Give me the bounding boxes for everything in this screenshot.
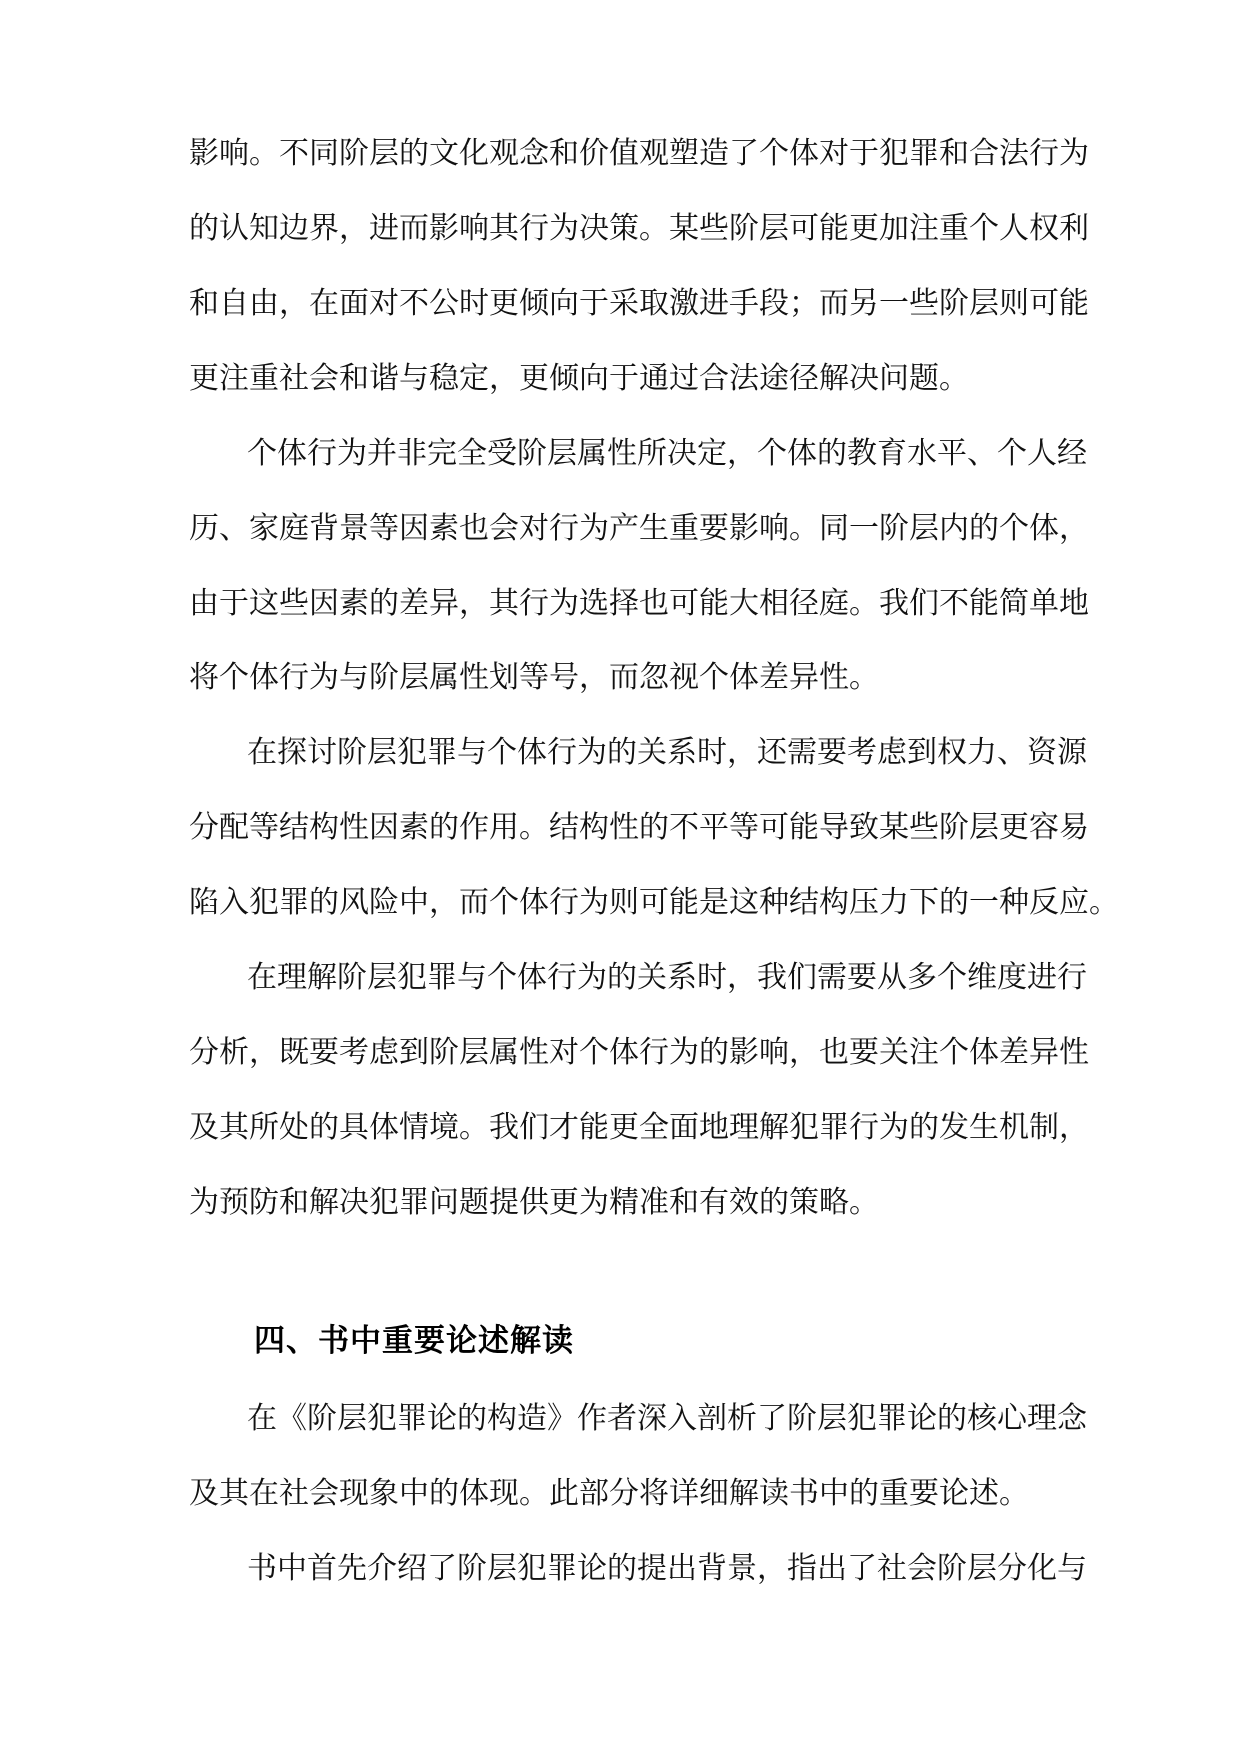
paragraph-1-line-2: 的认知边界，进而影响其行为决策。某些阶层可能更加注重个人权利	[189, 211, 1089, 246]
paragraph-3-line-1: 在探讨阶层犯罪与个体行为的关系时，还需要考虑到权力、资源	[247, 735, 1087, 770]
paragraph-5-line-2: 及其在社会现象中的体现。此部分将详细解读书中的重要论述。	[189, 1476, 1029, 1511]
paragraph-3-line-3: 陷入犯罪的风险中，而个体行为则可能是这种结构压力下的一种反应。	[189, 885, 1119, 920]
paragraph-2-line-1: 个体行为并非完全受阶层属性所决定，个体的教育水平、个人经	[247, 436, 1087, 471]
paragraph-5-line-1: 在《阶层犯罪论的构造》作者深入剖析了阶层犯罪论的核心理念	[247, 1401, 1087, 1436]
paragraph-1-line-4: 更注重社会和谐与稳定，更倾向于通过合法途径解决问题。	[189, 361, 969, 396]
paragraph-2-line-2: 历、家庭背景等因素也会对行为产生重要影响。同一阶层内的个体，	[189, 511, 1089, 546]
section-heading: 四、书中重要论述解读	[254, 1323, 574, 1359]
paragraph-4-line-3: 及其所处的具体情境。我们才能更全面地理解犯罪行为的发生机制，	[189, 1110, 1089, 1145]
paragraph-4-line-1: 在理解阶层犯罪与个体行为的关系时，我们需要从多个维度进行	[247, 960, 1087, 995]
paragraph-3-line-2: 分配等结构性因素的作用。结构性的不平等可能导致某些阶层更容易	[189, 810, 1089, 845]
paragraph-1-line-1: 影响。不同阶层的文化观念和价值观塑造了个体对于犯罪和合法行为	[189, 136, 1089, 171]
paragraph-1-line-3: 和自由，在面对不公时更倾向于采取激进手段；而另一些阶层则可能	[189, 286, 1089, 321]
paragraph-6-line-1: 书中首先介绍了阶层犯罪论的提出背景，指出了社会阶层分化与	[247, 1551, 1087, 1586]
paragraph-2-line-4: 将个体行为与阶层属性划等号，而忽视个体差异性。	[189, 660, 879, 695]
paragraph-4-line-2: 分析，既要考虑到阶层属性对个体行为的影响，也要关注个体差异性	[189, 1035, 1089, 1070]
paragraph-2-line-3: 由于这些因素的差异，其行为选择也可能大相径庭。我们不能简单地	[189, 586, 1089, 621]
paragraph-4-line-4: 为预防和解决犯罪问题提供更为精准和有效的策略。	[189, 1185, 879, 1220]
